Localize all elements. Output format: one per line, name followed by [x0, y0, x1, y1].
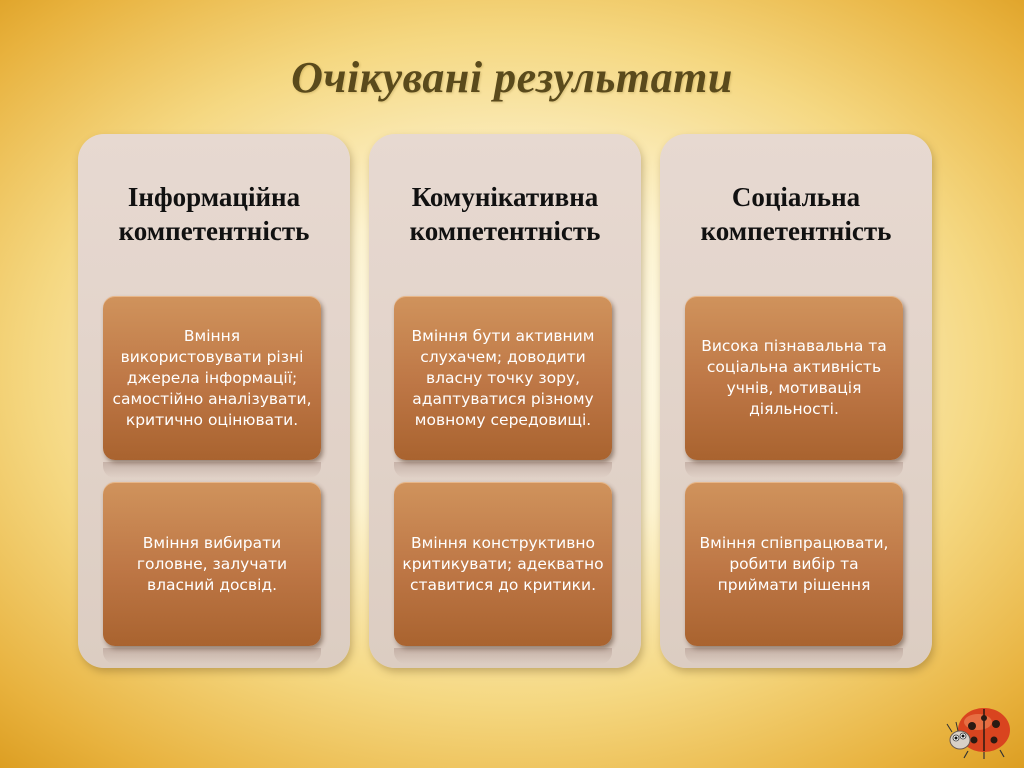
column-heading: [369, 180, 641, 248]
skill-card-text: Вміння вибирати головне, залучати власний досвід.: [136, 533, 288, 594]
skill-card-text: Висока пізнавальна та соціальна активність учнів, мотивація діяльності.: [701, 337, 887, 418]
skill-card-text: Вміння конструктивно критикувати; адекватно ставитися до критики.: [402, 533, 604, 594]
card-reflection: [394, 648, 612, 664]
skill-card-bottom: [685, 482, 903, 646]
card-reflection: [685, 462, 903, 478]
skill-card-text: Вміння бути активним слухачем; доводити власну точку зору, адаптуватися різному мовному середовищі.: [411, 326, 595, 429]
skill-card-top: [685, 296, 903, 460]
slide-title: Очікувані результати: [291, 53, 733, 102]
skill-card-text: Вміння співпрацювати, робити вибір та приймати рішення: [699, 533, 889, 594]
heading-line-1: Комунікативна: [411, 182, 599, 212]
card-reflection: [103, 462, 321, 478]
column-social: [660, 134, 932, 668]
skill-card-top: [394, 296, 612, 460]
heading-line-2: компетентність: [409, 216, 601, 246]
column-heading: [660, 180, 932, 248]
skill-card-top: [103, 296, 321, 460]
heading-line-2: компетентність: [118, 216, 310, 246]
card-reflection: [685, 648, 903, 664]
card-reflection: [394, 462, 612, 478]
column-heading: [78, 180, 350, 248]
ladybug-icon: [944, 696, 1016, 760]
heading-line-2: компетентність: [700, 216, 892, 246]
skill-card-bottom: [103, 482, 321, 646]
column-informational: [78, 134, 350, 668]
skill-card-bottom: [394, 482, 612, 646]
heading-line-1: Соціальна: [731, 182, 861, 212]
card-reflection: [103, 648, 321, 664]
column-communicative: [369, 134, 641, 668]
skill-card-text: Вміння використовувати різні джерела інформації; самостійно аналізувати, критично оцінювати.: [112, 326, 312, 429]
heading-line-1: Інформаційна: [127, 182, 301, 212]
